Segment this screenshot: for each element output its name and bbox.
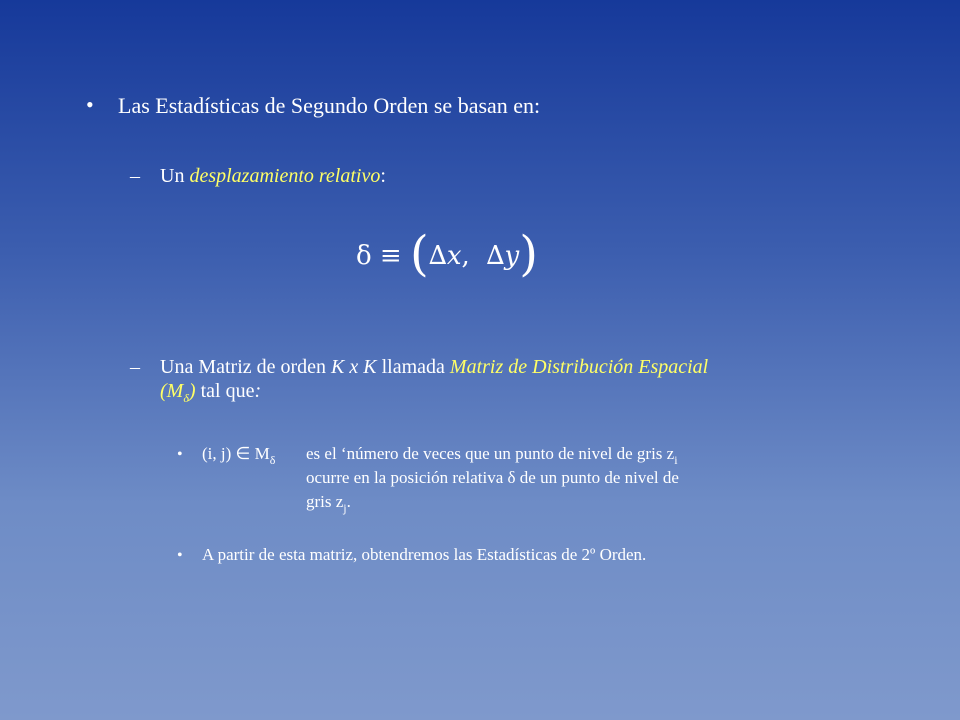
formula-close-paren: ) [519, 226, 538, 282]
item-displacement-prefix: Un [160, 165, 190, 187]
sub-item-membership [202, 444, 275, 468]
item-matrix-line1 [160, 356, 708, 379]
formula-comma: , [461, 241, 470, 271]
sub-bullet-marker: • [177, 547, 183, 564]
formula-lhs: δ ≡ [356, 241, 402, 271]
item-matrix-text-b: llamada [376, 356, 450, 378]
formula-dy-var: y [504, 241, 520, 271]
formula-dx-var: x [446, 241, 462, 271]
sub-item-definition-text3: gris z [306, 492, 344, 511]
item-matrix-highlight: Matriz de Distribución Espacial [449, 356, 709, 378]
formula-dy-delta: ∆ [486, 241, 505, 271]
item-matrix-colon: : [254, 380, 262, 402]
item-matrix-m-open: (M [160, 380, 184, 402]
item-displacement [160, 165, 386, 188]
item-displacement-suffix: : [380, 165, 386, 187]
sub-item-conclusion: A partir de esta matriz, obtendremos las Estadísticas de 2º Orden. [202, 545, 647, 564]
sub-item-definition-sub3: j [343, 501, 347, 515]
item-matrix-rest: tal que [195, 380, 255, 402]
item-matrix-k: K x K [331, 356, 377, 378]
bullet-marker: • [86, 92, 94, 117]
item-matrix-text-a: Una Matriz de orden [160, 356, 332, 378]
item-displacement-highlight: desplazamiento relativo [189, 165, 381, 187]
sub-item-definition-line3 [306, 492, 351, 516]
formula-dx-delta: ∆ [428, 241, 447, 271]
sub-item-definition-text1: es el ‘número de veces que un punto de nivel de gris z [306, 444, 675, 463]
item-matrix-line2 [160, 380, 261, 406]
sub-item-definition-sub1: i [674, 453, 678, 467]
dash-marker: – [130, 165, 140, 187]
sub-bullet-marker: • [177, 446, 183, 463]
item-matrix-m-close: ) [188, 380, 196, 402]
sub-item-definition-end: . [346, 492, 351, 511]
slide-heading: Las Estadísticas de Segundo Orden se basan en: [118, 93, 541, 118]
displacement-formula [356, 226, 538, 282]
formula-open-paren: ( [409, 226, 429, 282]
dash-marker: – [130, 356, 140, 378]
sub-item-definition-line1 [306, 444, 678, 468]
sub-item-membership-lead: (i, j) ∈ M [202, 444, 270, 463]
sub-item-definition-line2: ocurre en la posición relativa δ de un punto de nivel de [306, 468, 679, 487]
sub-item-membership-lead-sub: δ [269, 453, 276, 467]
item-matrix-m-sub: δ [183, 391, 189, 405]
